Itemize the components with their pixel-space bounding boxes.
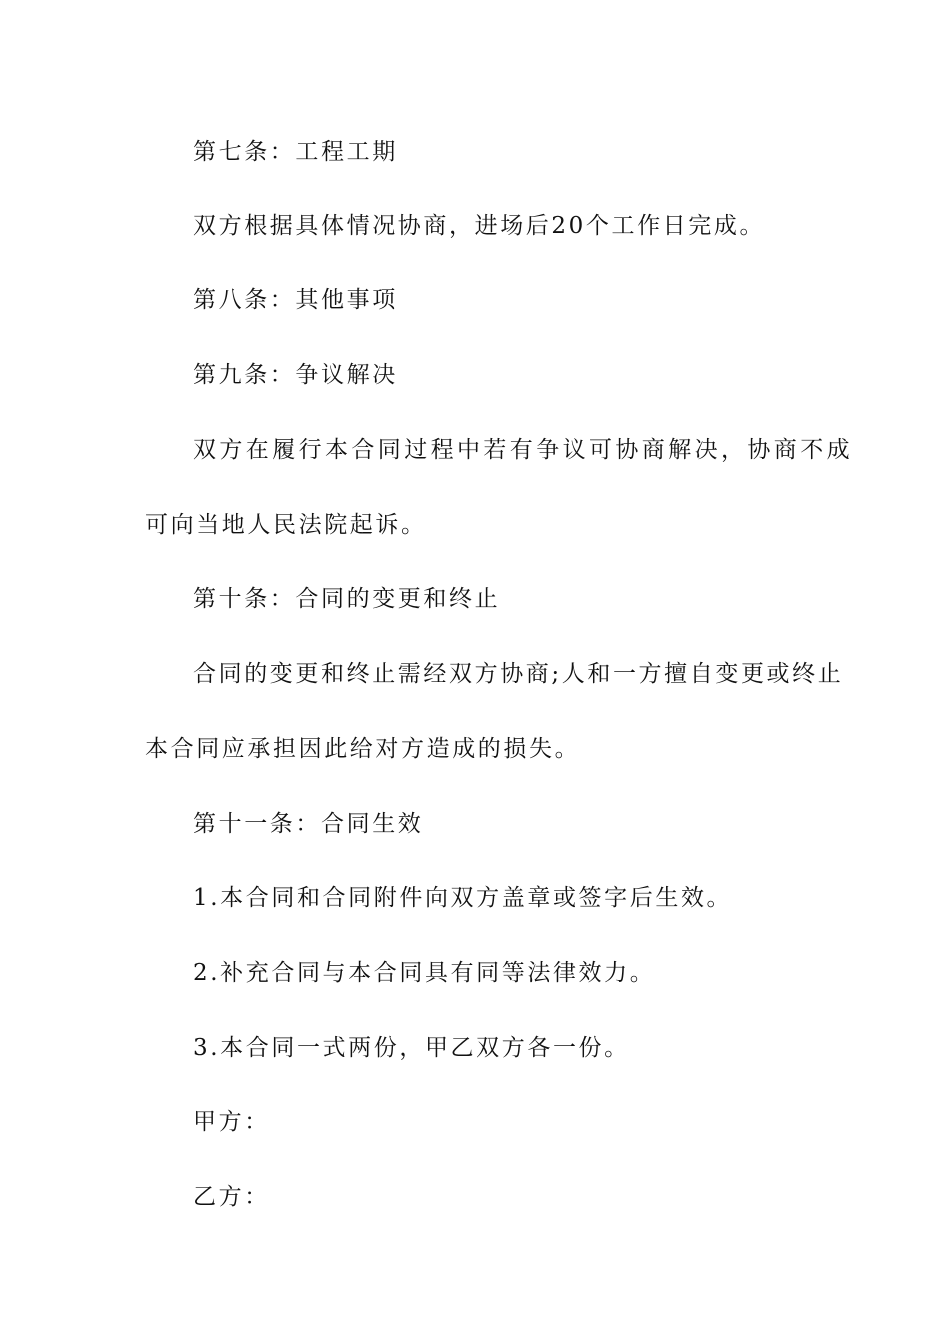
- article-9-text-line-1: 双方在履行本合同过程中若有争议可协商解决，协商不成: [193, 437, 853, 463]
- article-10-heading: 第十条：合同的变更和终止: [193, 586, 501, 612]
- article-11-item-3: 3.本合同一式两份，甲乙双方各一份。: [193, 1035, 630, 1061]
- article-10-text-line-1: 合同的变更和终止需经双方协商;人和一方擅自变更或终止: [193, 661, 844, 687]
- article-7-heading: 第七条：工程工期: [193, 139, 398, 165]
- party-b-label: 乙方：: [193, 1184, 270, 1210]
- article-11-item-2: 2.补充合同与本合同具有同等法律效力。: [193, 960, 656, 986]
- article-8-heading: 第八条：其他事项: [193, 287, 398, 313]
- article-7-text: 双方根据具体情况协商，进场后20个工作日完成。: [193, 213, 766, 239]
- article-10-text-line-2: 本合同应承担因此给对方造成的损失。: [145, 736, 581, 762]
- article-9-text-line-2: 可向当地人民法院起诉。: [145, 512, 427, 538]
- party-a-label: 甲方：: [193, 1109, 270, 1135]
- article-11-item-1: 1.本合同和合同附件向双方盖章或签字后生效。: [193, 885, 733, 911]
- article-11-heading: 第十一条：合同生效: [193, 811, 424, 837]
- article-9-heading: 第九条：争议解决: [193, 362, 398, 388]
